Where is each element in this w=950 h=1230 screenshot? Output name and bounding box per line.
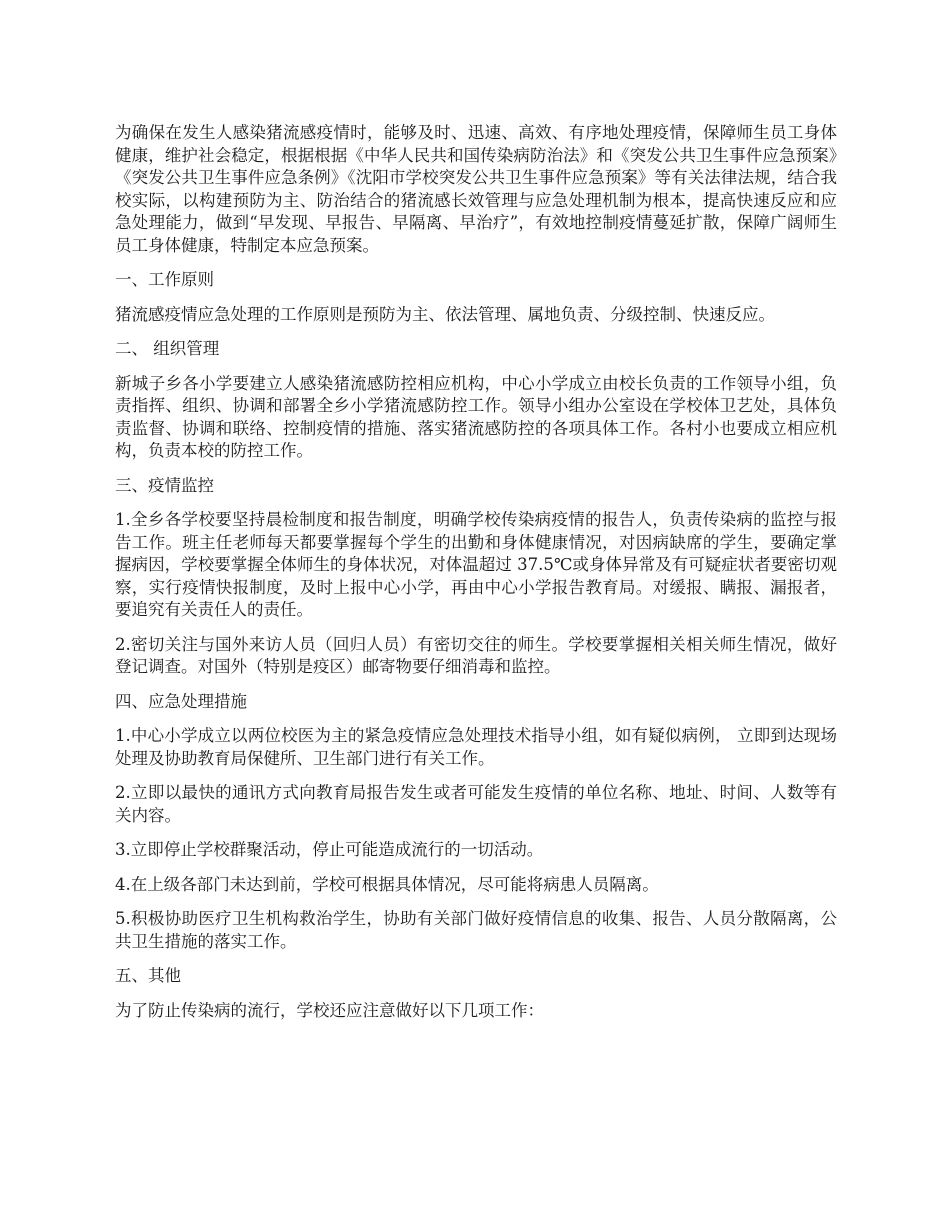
measures-paragraph-4: 4.在上级各部门未达到前，学校可根据具体情况，尽可能将病患人员隔离。 xyxy=(115,874,659,894)
section-heading-monitoring: 三、疫情监控 xyxy=(115,475,214,495)
measures-paragraph-1: 1.中心小学成立以两位校医为主的紧急疫情应急处理技术指导小组，如有疑似病例， 立即到达现场处理及协助教育局保健所、卫生部门进行有关工作。 xyxy=(115,726,837,768)
document-page xyxy=(115,122,837,1034)
principles-paragraph: 猪流感疫情应急处理的工作原则是预防为主、依法管理、属地负责、分级控制、快速反应。 xyxy=(115,304,775,324)
section-heading-organization: 二、 组织管理 xyxy=(115,339,220,358)
other-paragraph: 为了防止传染病的流行，学校还应注意做好以下几项工作： xyxy=(115,1000,544,1020)
monitoring-paragraph-2: 2.密切关注与国外来访人员（回归人员）有密切交往的师生。学校要掌握相关相关师生情况，做好登记调查。对国外（特别是疫区）邮寄物要仔细消毒和监控。 xyxy=(115,634,837,676)
measures-paragraph-2: 2.立即以最快的通讯方式向教育局报告发生或者可能发生疫情的单位名称、地址、时间、人数等有关内容。 xyxy=(115,783,837,825)
section-heading-principles: 一、工作原则 xyxy=(115,270,214,289)
measures-paragraph-5: 5.积极协助医疗卫生机构救治学生，协助有关部门做好疫情信息的收集、报告、人员分散隔离，公共卫生措施的落实工作。 xyxy=(115,909,837,951)
measures-paragraph-3: 3.立即停止学校群聚活动，停止可能造成流行的一切活动。 xyxy=(115,840,544,859)
intro-paragraph: 为确保在发生人感染猪流感疫情时，能够及时、迅速、高效、有序地处理疫情，保障师生员工身体健康，维护社会稳定，根据根据《中华人民共和国传染病防治法》和《突发公共卫生事件应急预案》《突发公共卫生事件应急条例》《沈阳市学校突发公共卫生事件应急预案》等有关法律法规，结合我校实际，以构建预防为主、防治结合的猪流感长效管理与应急处理机制为根本，提高快速反应和应急处理能力，做到“早发现、早报告、早隔离、早治疗”，有效地控制疫情蔓延扩散，保障广阔师生员工身体健康，特制定本应急预案。 xyxy=(115,123,837,255)
monitoring-paragraph-1: 1.全乡各学校要坚持晨检制度和报告制度，明确学校传染病疫情的报告人，负责传染病的监控与报告工作。班主任老师每天都要掌握每个学生的出勤和身体健康情况，对因病缺席的学生，要确定掌握病因，学校要掌握全体师生的身体状况，对体温超过 37.5℃或身体异常及有可疑症状者要密切观察，实行疫情快报制度，及时上报中心小学，再由中心小学报告教育局。对缓报、瞒报、漏报者，要追究有关责任人的责任。 xyxy=(115,510,837,619)
section-heading-other: 五、其他 xyxy=(115,966,181,985)
organization-paragraph: 新城子乡各小学要建立人感染猪流感防控相应机构，中心小学成立由校长负责的工作领导小组，负责指挥、组织、协调和部署全乡小学猪流感防控工作。领导小组办公室设在学校体卫艺处，具体负责监督、协调和联络、控制疫情的措施、落实猪流感防控的各项具体工作。各村小也要成立相应机构，负责本校的防控工作。 xyxy=(115,373,837,460)
section-heading-emergency-measures: 四、应急处理措施 xyxy=(115,691,247,711)
